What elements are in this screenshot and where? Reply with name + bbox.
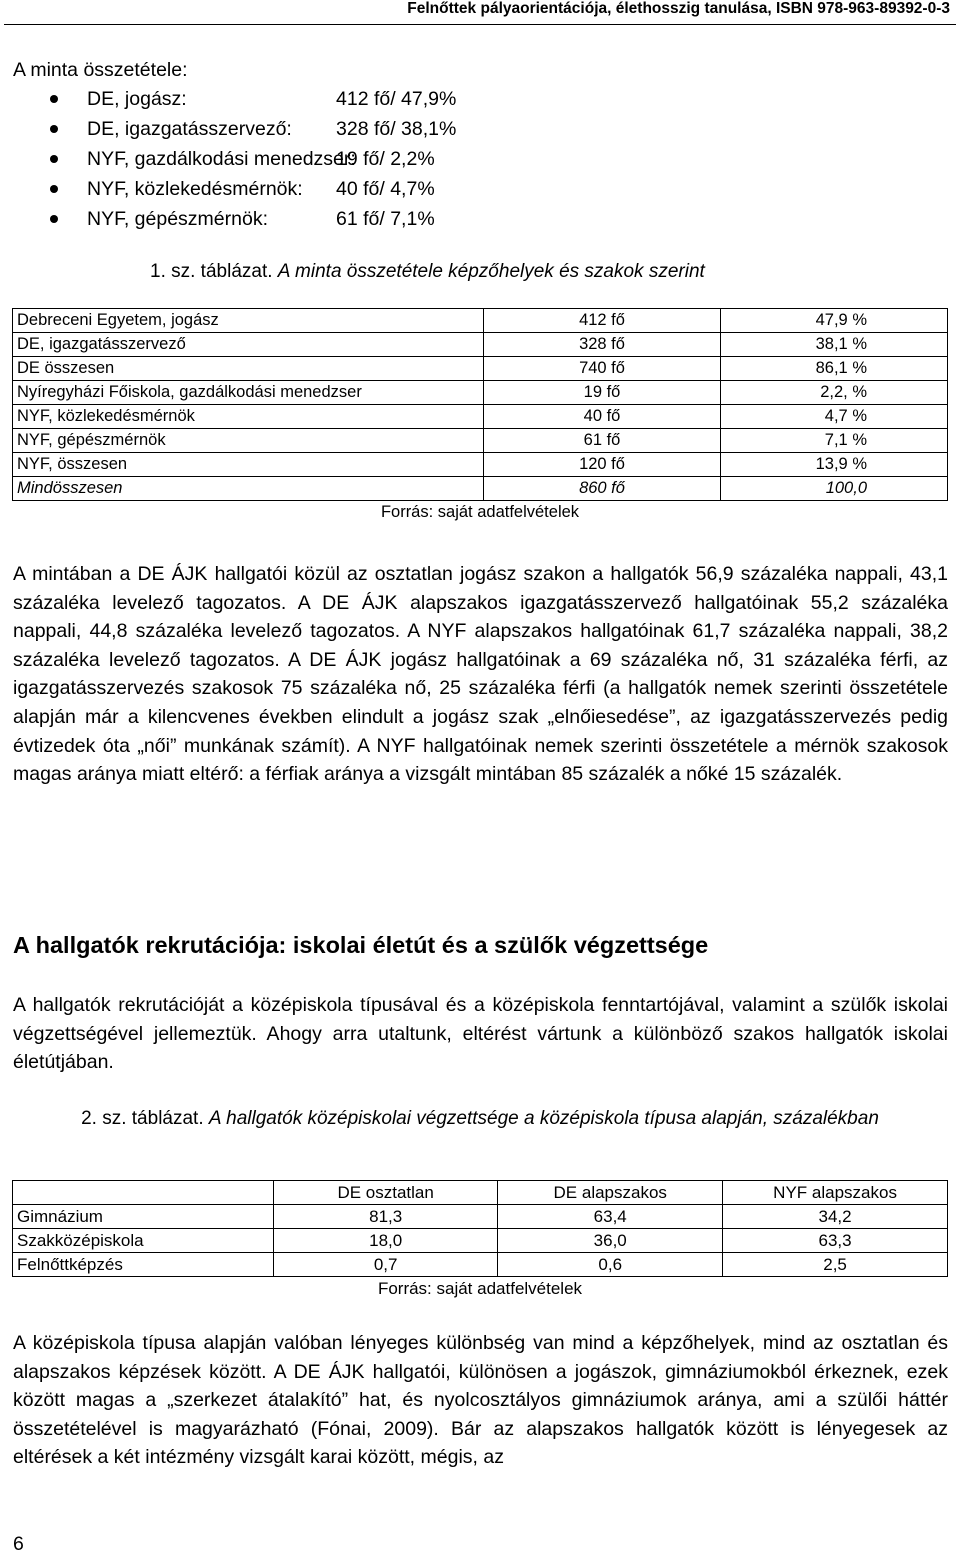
running-header: Felnőttek pályaorientációja, élethosszig tanulása, ISBN 978-963-89392-0-3 <box>407 0 950 17</box>
header-rule <box>4 24 956 25</box>
table1 <box>12 308 948 524</box>
table-source-row: Forrás: saját adatfelvételek <box>380 503 580 521</box>
table-row: NYF, gépészmérnök 61 fő 7,1 % <box>13 429 948 453</box>
table1-caption: 1. sz. táblázat. A minta összetétele képzőhelyek és szakok szerint <box>150 261 705 282</box>
table-row: Gimnázium 81,3 63,4 34,2 <box>13 1205 948 1229</box>
table-row: Nyíregyházi Főiskola, gazdálkodási menedzser 19 fő 2,2, % <box>13 381 948 405</box>
paragraph-recruitment-intro: A hallgatók rekrutációját a középiskola típusával és a középiskola fenntartójával, valamint a szülők iskolai végzettségével jellemeztük. Ahogy arra utaltunk, eltérést vártunk a különböző szakos hallgatók iskolai életútjában. <box>13 994 948 1074</box>
table-row: Felnőttképzés 0,7 0,6 2,5 <box>13 1253 948 1277</box>
paragraph-sample-details: A mintában a DE ÁJK hallgatói közül az osztatlan jogász szakon a hallgatók 56,9 százaléka nappali, 43,1 százaléka levelező tagozatos. A DE ÁJK alapszakos igazgatásszervező hallgatóinak 55,2 százaléka nappali, 44,8 százaléka levelező tagozatos. A NYF alapszakos hallgatóinak 61,7 százaléka nappali, 38,2 százaléka levelező tagozatos. A DE ÁJK jogász hallgatóinak a 69 százaléka nő, 31 százaléka férfi, az igazgatásszervezés szakosok 75 százaléka nő, 25 százaléka férfi (a hallgatók nemek szerinti összetétele alapján már a kilencvenes években elindult a jogász szak „elnőiesedése”, az igazgatásszervezés pedig évtizedek óta „női” munkának számít). A NYF hallgatóinak nemek szerinti összetétele a mérnök szakosok magas aránya miatt eltérő: a férfiak aránya a vizsgált mintában 85 százalék a nőké 15 százalék. <box>13 563 948 786</box>
table-source-row: Forrás: saját adatfelvételek <box>377 1278 583 1298</box>
table-row: Szakközépiskola 18,0 36,0 63,3 <box>13 1229 948 1253</box>
bullet-icon <box>50 125 58 133</box>
table2-caption: 2. sz. táblázat. A hallgatók középiskolai végzettsége a középiskola típusa alapján, százalékban <box>81 1108 879 1129</box>
table-row: Debreceni Egyetem, jogász 412 fő 47,9 % <box>13 309 948 333</box>
bullet-icon <box>50 185 58 193</box>
table-row: DE összesen 740 fő 86,1 % <box>13 357 948 381</box>
table-row: NYF, közlekedésmérnök 40 fő 4,7 % <box>13 405 948 429</box>
bullet-icon <box>50 155 58 163</box>
bullet-icon <box>50 95 58 103</box>
paragraph-school-type: A középiskola típusa alapján valóban lényeges különbség van mind a képzőhelyek, mind az osztatlan és alapszakos képzések között. A DE ÁJK hallgatói, különösen a jogászok, gimnáziumokból érkeznek, ezek között magas a „szerkezet átalakító” hat, és nyolcosztályos gimnáziumok aránya, ami a szülői háttér összetételével is magyarázható (Fónai, 2009). Bár az alapszakos hallgatók között is lényegesek az eltérések a két intézmény vizsgált karai között, mégis, az <box>13 1332 948 1469</box>
bullet-icon <box>50 215 58 223</box>
sample-label: A minta összetétele: <box>13 59 188 81</box>
table-total-row: Mindösszesen 860 fő 100,0 <box>13 477 948 501</box>
table-header-row: DE osztatlan DE alapszakos NYF alapszakos <box>13 1181 948 1205</box>
table2 <box>12 1180 948 1300</box>
table-row: NYF, összesen 120 fő 13,9 % <box>13 453 948 477</box>
page-number: 6 <box>13 1533 24 1555</box>
section-heading: A hallgatók rekrutációja: iskolai életút és a szülők végzettsége <box>13 932 709 958</box>
table-row: DE, igazgatásszervező 328 fő 38,1 % <box>13 333 948 357</box>
